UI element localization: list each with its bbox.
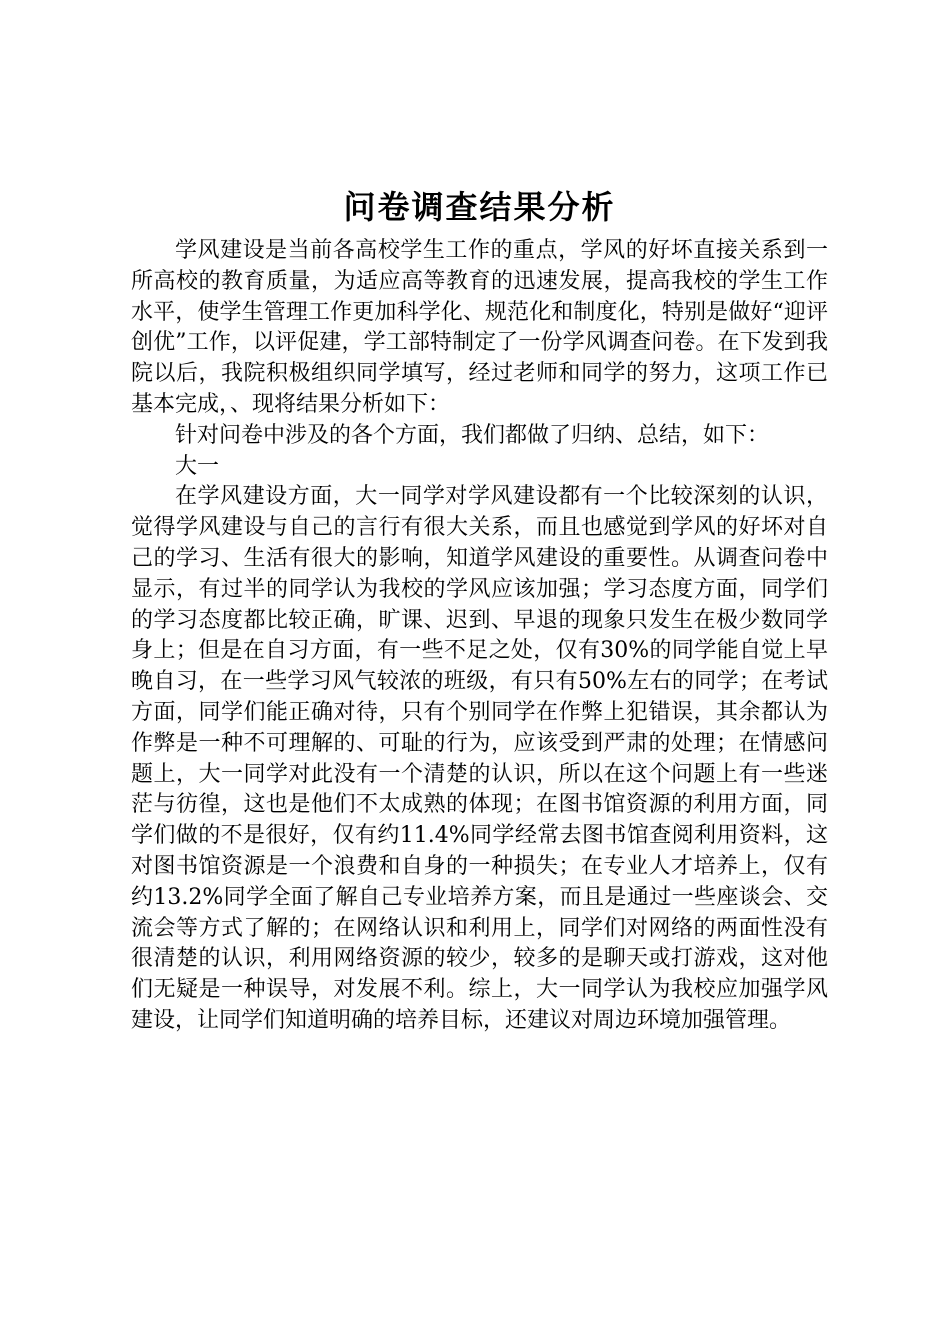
summary-paragraph: 针对问卷中涉及的各个方面，我们都做了归纳、总结，如下： <box>175 422 770 448</box>
section-heading: 大一 <box>175 453 220 479</box>
document-body <box>131 178 828 1037</box>
intro-paragraph: 学风建设是当前各高校学生工作的重点，学风的好坏直接关系到一所高校的教育质量，为适应高等教育的迅速发展，提高我校的学生工作水平，使学生管理工作更加科学化、规范化和制度化，特别是做好“迎评创优”工作，以评促建，学工部特制定了一份学风调查问卷。在下发到我院以后，我院积极组织同学填写，经过老师和同学的努力，这项工作已基本完成，、现将结果分析如下： <box>131 238 828 417</box>
section-paragraph: 在学风建设方面，大一同学对学风建设都有一个比较深刻的认识，觉得学风建设与自己的言行有很大关系，而且也感觉到学风的好坏对自己的学习、生活有很大的影响，知道学风建设的重要性。从调查问卷中显示，有过半的同学认为我校的学风应该加强；学习态度方面，同学们的学习态度都比较正确，旷课、迟到、早退的现象只发生在极少数同学身上；但是在自习方面，有一些不足之处，仅有30%的同学能自觉上早晚自习，在一些学习风气较浓的班级，有只有50%左右的同学；在考试方面，同学们能正确对待，只有个别同学在作弊上犯错误，其余都认为作弊是一种不可理解的、可耻的行为，应该受到严肃的处理；在情感问题上，大一同学对此没有一个清楚的认识，所以在这个问题上有一些迷茫与彷徨，这也是他们不太成熟的体现；在图书馆资源的利用方面，同学们做的不是很好，仅有约11.4%同学经常去图书馆查阅利用资料，这对图书馆资源是一个浪费和自身的一种损失；在专业人才培养上，仅有约13.2%同学全面了解自己专业培养方案，而且是通过一些座谈会、交流会等方式了解的；在网络认识和利用上，同学们对网络的两面性没有很清楚的认识，利用网络资源的较少，较多的是聊天或打游戏，这对他们无疑是一种误导，对发展不利。综上，大一同学认为我校应加强学风建设，让同学们知道明确的培养目标，还建议对周边环境加强管理。 <box>131 484 828 1033</box>
document-title: 问卷调查结果分析 <box>343 188 616 226</box>
